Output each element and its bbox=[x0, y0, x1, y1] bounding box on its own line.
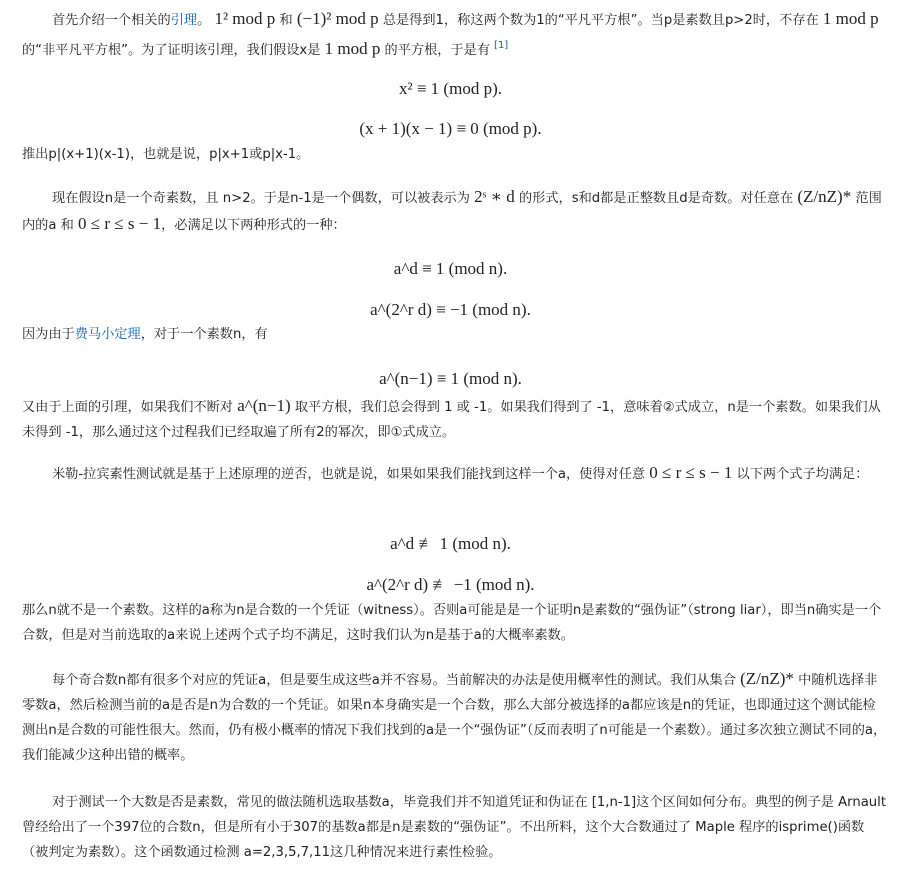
math-inline: a^(n−1) bbox=[237, 396, 291, 415]
math-inline: 2ˢ ∗ d bbox=[474, 187, 515, 206]
equation: a^(n−1) ≡ 1 (mod n). bbox=[379, 369, 522, 388]
link-fermat-little-theorem[interactable]: 费马小定理 bbox=[74, 327, 141, 342]
math-inline: 0 ≤ r ≤ s − 1 bbox=[78, 214, 162, 233]
equation: (x + 1)(x − 1) ≡ 0 (mod p). bbox=[359, 119, 542, 138]
paragraph-square-roots: 又由于上面的引理，如果我们不断对 a^(n−1) 取平方根，我们总会得到 1 或 -1。如果我们得到了 -1，意味着②式成立，n是一个素数。如果我们从未得到 -1，那么通过这个过程我们已经取遍了所有2的幂次，即①式成立。 bbox=[22, 396, 881, 440]
math-inline: (Z/nZ)* bbox=[797, 187, 852, 206]
math-inline: 0 ≤ r ≤ s − 1 bbox=[649, 463, 733, 482]
paragraph-witness: 那么n就不是一个素数。这样的a称为n是合数的一个凭证（witness）。否则a可能是是一个证明n是素数的“强伪证”（strong liar），即当n确实是一个合数，但是对当前选取的a来说上述两个式子均不满足，这时我们认为n是基于a的大概率素数。 bbox=[22, 603, 882, 643]
equation: a^(2^r d) ≢ −1 (mod n). bbox=[366, 575, 535, 594]
link-lemma[interactable]: 引理 bbox=[170, 13, 198, 28]
math-inline: 1 mod p bbox=[822, 9, 879, 28]
paragraph-arnault-example: 对于测试一个大数是否是素数，常见的做法随机选取基数a，毕竟我们并不知道凭证和伪证在 [1,n-1]这个区间如何分布。典型的例子是 Arnault 曾经给出了一个397位的合数n，但是所有小于307的基数a都是n是素数的“强伪证”。不出所料，这个大合数通过了 Maple 程序的isprime()函数（被判定为素数）。这个函数通过检测 a=2,3,5,7,11这几种情况来进行素性检验。 bbox=[22, 795, 886, 860]
math-inline: 1² mod p bbox=[214, 9, 276, 28]
equation: a^d ≢ 1 (mod n). bbox=[390, 534, 511, 553]
paragraph: 推出p|(x+1)(x-1)，也就是说，p|x+1或p|x-1。 bbox=[22, 147, 310, 162]
paragraph-lemma-intro: 首先介绍一个相关的引理。 1² mod p 和 (−1)² mod p 总是得到1，称这两个数为1的“平凡平方根”。当p是素数且p>2时，不存在 1 mod p 的“非平凡平方根”。为了证明该引理，我们假设x是 1 mod p 的平方根，于是有 [1] bbox=[22, 9, 879, 58]
paragraph-odd-prime: 现在假设n是一个奇素数，且 n>2。于是n-1是一个偶数，可以被表示为 2ˢ ∗ d 的形式，s和d都是正整数且d是奇数。对任意在 (Z/nZ)* 范围内的a 和 0 ≤ r ≤ s − 1，必满足以下两种形式的一种： bbox=[22, 187, 882, 233]
equation: a^(2^r d) ≡ −1 (mod n). bbox=[370, 300, 531, 319]
reference-link[interactable]: [1] bbox=[494, 40, 509, 51]
paragraph-fermat: 因为由于费马小定理，对于一个素数n，有 bbox=[22, 327, 268, 342]
paragraph-miller-rabin: 米勒-拉宾素性测试就是基于上述原理的逆否，也就是说，如果如果我们能找到这样一个a，使得对任意 0 ≤ r ≤ s − 1 以下两个式子均满足： bbox=[52, 463, 869, 482]
equation: x² ≡ 1 (mod p). bbox=[399, 79, 502, 98]
math-inline: 1 mod p bbox=[324, 39, 381, 58]
paragraph-probabilistic-test: 每个奇合数n都有很多个对应的凭证a，但是要生成这些a并不容易。当前解决的办法是使用概率性的测试。我们从集合 (Z/nZ)* 中随机选择非零数a，然后检测当前的a是否是n为合数的一个凭证。如果n本身确实是一个合数，那么大部分被选择的a都应该是n的凭证，也即通过这个测试能检测出n是合数的可能性很大。然而，仍有极小概率的情况下我们找到的a是一个“强伪证”（反而表明了n可能是一个素数）。通过多次独立测试不同的a，我们能减少这种出错的概率。 bbox=[22, 669, 887, 763]
math-inline: (Z/nZ)* bbox=[740, 669, 794, 688]
equation: a^d ≡ 1 (mod n). bbox=[393, 259, 508, 278]
math-inline: (−1)² mod p bbox=[296, 9, 379, 28]
